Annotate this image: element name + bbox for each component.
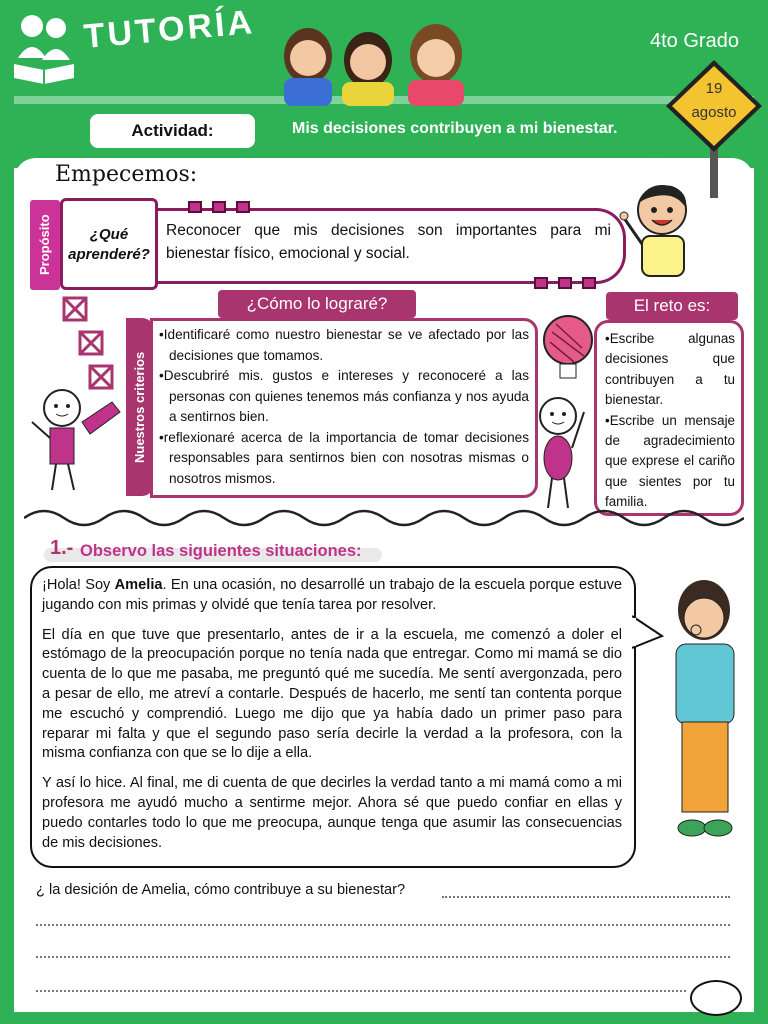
grade-label: 4to Grado — [650, 30, 739, 52]
question-box: ¿Qué aprenderé? — [60, 198, 158, 290]
children-illustration — [268, 20, 478, 106]
decor-square — [582, 277, 596, 289]
criteria-item: • Descubriré mis. gustos e intereses y reconoceré a las personas con quienes tenemos más confianza y nos ayuda a sentirnos bien. — [159, 366, 529, 428]
story-intro: ¡Hola! Soy — [42, 577, 115, 593]
decor-square — [534, 277, 548, 289]
frame-bottom — [0, 1012, 768, 1024]
pencil-character-illustration — [22, 382, 126, 494]
checklist-icon — [60, 294, 122, 394]
answer-line[interactable] — [36, 990, 686, 992]
thinking-character-illustration — [534, 392, 594, 512]
how-banner: ¿Cómo lo lograré? — [218, 290, 416, 318]
brand-title: TUTORÍA — [82, 3, 257, 56]
decor-square — [212, 201, 226, 213]
answer-line[interactable] — [36, 956, 730, 958]
purpose-text: Reconocer que mis decisiones son importantes para mi bienestar físico, emocional y social. — [158, 208, 626, 284]
decor-square — [558, 277, 572, 289]
date-sign-icon — [664, 58, 764, 198]
story-paragraph — [42, 576, 622, 616]
story-speech-bubble — [30, 566, 636, 868]
story-intro-rest: . En una ocasión, no desarrollé un trabajo de la escuela porque estuve jugando con mis primas y olvidé que tenía tarea por resolver. — [42, 577, 622, 613]
date-day: 19 — [705, 80, 723, 97]
page-marker-oval — [690, 980, 742, 1016]
boy-illustration — [616, 178, 700, 288]
criteria-item: • reflexionaré acerca de la importancia de tomar decisiones responsables para sentirnos bien con nosotras mismas o nosotros mismos. — [159, 428, 529, 490]
criteria-list — [150, 318, 538, 498]
challenge-list — [594, 320, 744, 516]
challenge-item: • Escribe algunas decisiones que contribuyen a tu bienestar. — [605, 329, 735, 411]
frame-left — [0, 0, 14, 1024]
tutoria-logo-icon — [10, 8, 80, 86]
decor-square — [236, 201, 250, 213]
answer-line[interactable] — [36, 924, 730, 926]
answer-line[interactable] — [442, 896, 730, 898]
criteria-tag: Nuestros criterios — [126, 318, 154, 496]
story-paragraph: El día en que tuve que presentarlo, antes de ir a la escuela, me comenzó a doler el estómago de la preocupación porque no tenía nada que entregar. Como mi mamá se dio cuenta de lo que me pasaba, me preguntó qué me sucedía. Me sentí avergonzada, pero a pesar de ello, me atreví a contarle. Después de hacerlo, me sentí tan contenta porque me escuchó y comprendió. Luego me dijo que ya había dado un primer paso para reparar mi falta y que el segundo paso sería decirle la verdad a la profesora, con la misma confianza con que se lo dije a ella. — [42, 626, 622, 762]
challenge-banner: El reto es: — [606, 292, 738, 320]
section-number: 1.- — [50, 537, 74, 559]
activity-label: Actividad: — [90, 114, 255, 148]
lightbulb-icon — [538, 312, 600, 382]
question-text: ¿ la desición de Amelia, cómo contribuye a su bienestar? — [36, 882, 406, 898]
decor-square — [188, 201, 202, 213]
date-month: agosto — [691, 104, 737, 121]
criteria-item: • Identificaré como nuestro bienestar se ve afectado por las decisiones que tomamos. — [159, 325, 529, 366]
purpose-tag: Propósito — [30, 200, 60, 290]
challenge-item: • Escribe un mensaje de agradecimiento que exprese el cariño que sientes por tu familia. — [605, 411, 735, 513]
decorative-divider — [24, 504, 744, 532]
story-paragraph: Y así lo hice. Al final, me di cuenta de que decirles la verdad tanto a mi mamá como a mi profesora me ayudó mucho a sentirme mejor. Ahora sé que puedo confiar en ellas y puedo contarles todo lo que me preocupa, aunque tenga que asumir las consecuencias de mis decisiones. — [42, 775, 622, 851]
story-name: Amelia — [114, 577, 163, 593]
girl-illustration — [654, 574, 746, 846]
section-title: Observo las siguientes situaciones: — [80, 542, 362, 560]
intro-heading: Empecemos: — [55, 162, 198, 187]
activity-title: Mis decisiones contribuyen a mi bienestar. — [292, 120, 618, 137]
